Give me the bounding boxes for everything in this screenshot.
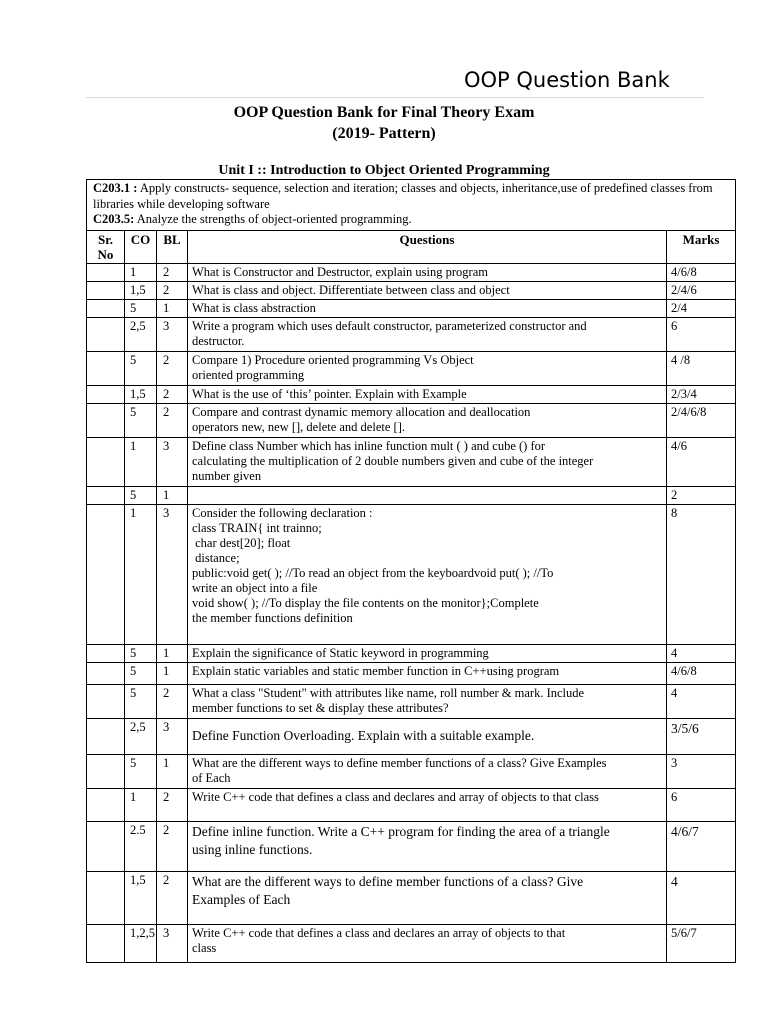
question-line: Define class Number which has inline function mult ( ) and cube () for — [192, 438, 546, 453]
question-line: class TRAIN{ int trainno; — [192, 520, 322, 535]
table-row — [87, 437, 736, 486]
question-line: Compare and contrast dynamic memory allocation and deallocation — [192, 404, 531, 419]
cell-marks: 4/6/8 — [667, 263, 736, 281]
cell-marks: 3/5/6 — [667, 718, 736, 754]
cell-bl: 3 — [157, 504, 188, 644]
cell-co: 1,5 — [125, 871, 157, 924]
cell-sr-no — [87, 437, 125, 486]
question-line: What are the different ways to define member functions of a class? Give Examples — [192, 755, 607, 770]
question-line: calculating the multiplication of 2 double numbers given and cube of the integer — [192, 453, 594, 468]
cell-bl: 2 — [157, 821, 188, 871]
cell-sr-no — [87, 403, 125, 437]
document-title: OOP Question Bank for Final Theory Exam — [233, 104, 535, 121]
question-line: Write C++ code that defines a class and declares an array of objects to that — [192, 925, 566, 940]
question-line: Define Function Overloading. Explain with a suitable example. — [192, 727, 535, 743]
table-row — [87, 317, 736, 351]
question-line: Consider the following declaration : — [192, 505, 373, 520]
cell-sr-no — [87, 871, 125, 924]
question-line: Write a program which uses default constructor, parameterized constructor and — [192, 318, 587, 333]
cell-co: 5 — [125, 403, 157, 437]
cell-sr-no — [87, 263, 125, 281]
cell-question — [188, 299, 667, 317]
header-title: OOP Question Bank — [464, 68, 670, 92]
table-row — [87, 754, 736, 788]
question-line: write an object into a file — [192, 580, 318, 595]
cell-bl: 1 — [157, 486, 188, 504]
header-marks: Marks — [667, 230, 736, 263]
question-line: Write C++ code that defines a class and declares and array of objects to that class — [192, 789, 599, 804]
cell-question — [188, 403, 667, 437]
cell-marks: 2/4 — [667, 299, 736, 317]
cell-sr-no — [87, 504, 125, 644]
table-row — [87, 662, 736, 684]
cell-marks: 4 — [667, 684, 736, 718]
question-line: What is class abstraction — [192, 300, 316, 315]
table-row — [87, 263, 736, 281]
cell-bl: 2 — [157, 788, 188, 821]
cell-co: 1,5 — [125, 385, 157, 403]
header-sr-no: Sr. No — [87, 230, 125, 263]
cell-sr-no — [87, 385, 125, 403]
cell-co: 1 — [125, 437, 157, 486]
cell-bl: 3 — [157, 317, 188, 351]
cell-bl: 1 — [157, 644, 188, 662]
cell-question — [188, 351, 667, 385]
cell-co: 1 — [125, 788, 157, 821]
cell-bl: 2 — [157, 385, 188, 403]
question-line: Explain static variables and static member function in C++using program — [192, 663, 560, 678]
course-outcome-2 — [93, 212, 730, 228]
question-line: the member functions definition — [192, 610, 353, 625]
cell-sr-no — [87, 684, 125, 718]
cell-bl: 3 — [157, 437, 188, 486]
course-outcome-code: C203.5: — [93, 212, 135, 226]
course-outcome-1 — [93, 181, 730, 212]
cell-marks: 5/6/7 — [667, 924, 736, 962]
table-row — [87, 821, 736, 871]
cell-question — [188, 821, 667, 871]
header-bl: BL — [157, 230, 188, 263]
cell-question — [188, 644, 667, 662]
cell-co: 5 — [125, 684, 157, 718]
cell-marks: 4 — [667, 644, 736, 662]
cell-co: 1,2,5 — [125, 924, 157, 962]
cell-question — [188, 871, 667, 924]
question-line: What are the different ways to define member functions of a class? Give — [192, 873, 584, 889]
table-row — [87, 788, 736, 821]
cell-co: 5 — [125, 351, 157, 385]
cell-question — [188, 385, 667, 403]
cell-sr-no — [87, 299, 125, 317]
table-row — [87, 924, 736, 962]
question-line: using inline functions. — [192, 841, 313, 857]
cell-co: 5 — [125, 299, 157, 317]
cell-question — [188, 718, 667, 754]
cell-sr-no — [87, 644, 125, 662]
cell-question — [188, 754, 667, 788]
cell-co: 5 — [125, 644, 157, 662]
cell-marks: 2/4/6 — [667, 281, 736, 299]
question-line — [192, 488, 662, 503]
header-co: CO — [125, 230, 157, 263]
table-row — [87, 351, 736, 385]
question-line: What is Constructor and Destructor, explain using program — [192, 264, 488, 279]
cell-sr-no — [87, 788, 125, 821]
cell-bl: 2 — [157, 263, 188, 281]
cell-sr-no — [87, 718, 125, 754]
question-line: Examples of Each — [192, 891, 291, 907]
cell-sr-no — [87, 662, 125, 684]
cell-sr-no — [87, 281, 125, 299]
cell-marks: 4/6/7 — [667, 821, 736, 871]
cell-marks: 4 /8 — [667, 351, 736, 385]
question-line: Define inline function. Write a C++ program for finding the area of a triangle — [192, 823, 610, 839]
table-row — [87, 644, 736, 662]
question-line: What is the use of ‘this’ pointer. Explain with Example — [192, 386, 467, 401]
cell-question — [188, 437, 667, 486]
cell-marks: 6 — [667, 317, 736, 351]
cell-question — [188, 924, 667, 962]
cell-bl: 2 — [157, 351, 188, 385]
cell-bl: 3 — [157, 718, 188, 754]
cell-question — [188, 788, 667, 821]
cell-sr-no — [87, 924, 125, 962]
table-header-row — [87, 230, 736, 263]
cell-bl: 2 — [157, 281, 188, 299]
cell-bl: 1 — [157, 662, 188, 684]
question-line: Compare 1) Procedure oriented programming Vs Object — [192, 352, 474, 367]
cell-marks: 4 — [667, 871, 736, 924]
document-subtitle: (2019- Pattern) — [332, 125, 436, 142]
question-line: What a class "Student" with attributes like name, roll number & mark. Include — [192, 685, 585, 700]
cell-sr-no — [87, 317, 125, 351]
cell-question — [188, 662, 667, 684]
question-line: distance; — [192, 550, 240, 565]
cell-co: 5 — [125, 662, 157, 684]
table-row — [87, 718, 736, 754]
cell-bl: 2 — [157, 403, 188, 437]
header-questions: Questions — [188, 230, 667, 263]
header-divider — [86, 97, 704, 98]
cell-question — [188, 281, 667, 299]
question-line: number given — [192, 468, 262, 483]
cell-bl: 1 — [157, 299, 188, 317]
cell-bl: 3 — [157, 924, 188, 962]
question-line: What is class and object. Differentiate between class and object — [192, 282, 510, 297]
cell-co: 1,5 — [125, 281, 157, 299]
table-row — [87, 684, 736, 718]
cell-co: 1 — [125, 263, 157, 281]
unit-heading: Unit I :: Introduction to Object Oriented Programming — [218, 163, 550, 178]
question-line: public:void get( ); //To read an object from the keyboardvoid put( ); //To — [192, 565, 554, 580]
cell-question — [188, 486, 667, 504]
cell-marks: 6 — [667, 788, 736, 821]
question-line: Explain the significance of Static keyword in programming — [192, 645, 489, 660]
table-row — [87, 871, 736, 924]
cell-marks: 4/6 — [667, 437, 736, 486]
cell-marks: 3 — [667, 754, 736, 788]
question-line: oriented programming — [192, 367, 305, 382]
cell-co: 5 — [125, 486, 157, 504]
table-row — [87, 403, 736, 437]
cell-sr-no — [87, 754, 125, 788]
cell-question — [188, 684, 667, 718]
course-outcome-text: Apply constructs- sequence, selection and iteration; classes and objects, inheritance,use of predefined classes from libraries while developing software — [93, 181, 713, 211]
cell-bl: 2 — [157, 871, 188, 924]
table-row — [87, 504, 736, 644]
cell-question — [188, 504, 667, 644]
course-outcome-text: Analyze the strengths of object-oriented programming. — [134, 212, 412, 226]
cell-sr-no — [87, 821, 125, 871]
cell-question — [188, 317, 667, 351]
cell-bl: 1 — [157, 754, 188, 788]
cell-marks: 4/6/8 — [667, 662, 736, 684]
cell-sr-no — [87, 351, 125, 385]
question-line: operators new, new [], delete and delete []. — [192, 419, 405, 434]
course-outcomes — [87, 180, 736, 231]
table-row — [87, 385, 736, 403]
table-row — [87, 299, 736, 317]
question-line: class — [192, 940, 217, 955]
cell-bl: 2 — [157, 684, 188, 718]
question-line: destructor. — [192, 333, 245, 348]
cell-co: 2,5 — [125, 718, 157, 754]
table-row — [87, 281, 736, 299]
cell-question — [188, 263, 667, 281]
cell-co: 2.5 — [125, 821, 157, 871]
cell-sr-no — [87, 486, 125, 504]
cell-marks: 8 — [667, 504, 736, 644]
question-table — [86, 179, 736, 963]
cell-marks: 2/4/6/8 — [667, 403, 736, 437]
cell-co: 5 — [125, 754, 157, 788]
course-outcome-code: C203.1 : — [93, 181, 138, 195]
course-outcomes-row — [87, 180, 736, 231]
question-line: char dest[20]; float — [192, 535, 291, 550]
cell-marks: 2/3/4 — [667, 385, 736, 403]
cell-co: 2,5 — [125, 317, 157, 351]
question-line: void show( ); //To display the file contents on the monitor};Complete — [192, 595, 539, 610]
table-row — [87, 486, 736, 504]
cell-marks: 2 — [667, 486, 736, 504]
question-line: member functions to set & display these attributes? — [192, 700, 449, 715]
cell-co: 1 — [125, 504, 157, 644]
question-line: of Each — [192, 770, 231, 785]
